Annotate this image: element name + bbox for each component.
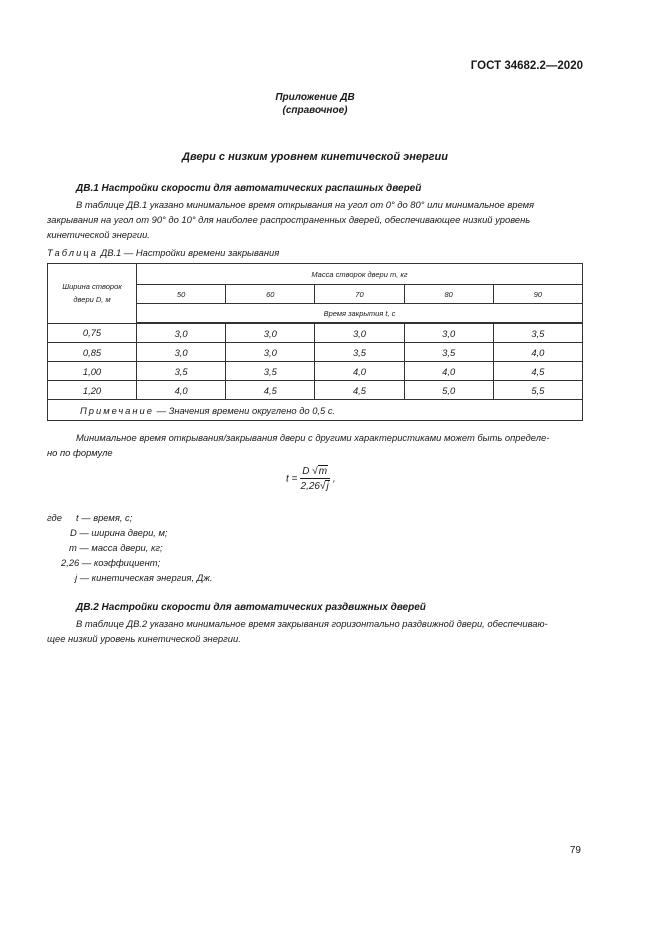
width-cell: 1,20 <box>48 381 137 400</box>
document-code: ГОСТ 34682.2—2020 <box>470 60 583 72</box>
formula-denominator <box>300 479 330 492</box>
time-cell: 4,5 <box>493 362 582 381</box>
mass-header: Масса створок двери m, кг <box>137 264 583 285</box>
width-header-line: Ширина створок <box>62 282 122 292</box>
mass-value: 80 <box>404 285 493 304</box>
time-cell: 3,5 <box>226 362 315 381</box>
main-title: Двери с низким уровнем кинетической энергии <box>182 151 448 163</box>
time-cell: 3,5 <box>493 323 582 343</box>
note-text: — Значения времени округлено до 0,5 с. <box>156 404 336 416</box>
table-row <box>48 343 583 362</box>
time-cell: 4,0 <box>493 343 582 362</box>
where-symbol: 2,26 <box>61 557 80 568</box>
time-cell: 3,0 <box>137 343 226 362</box>
where-item <box>75 572 212 583</box>
time-cell: 4,5 <box>226 381 315 400</box>
formula-lhs: t = <box>286 473 298 485</box>
table-row <box>48 381 583 400</box>
where-desc: — масса двери, кг; <box>79 542 163 553</box>
table-caption-text: ДВ.1 — Настройки времени закрывания <box>100 247 280 258</box>
section2-heading: ДВ.2 Настройки скорости для автоматических раздвижных дверей <box>76 602 426 613</box>
where-symbol: D <box>70 527 77 538</box>
formula-numerator <box>300 466 330 479</box>
table-caption-word: Таблица <box>47 247 98 258</box>
width-header-line: двери D, м <box>73 295 111 305</box>
table-row <box>48 323 583 343</box>
time-cell: 3,0 <box>315 323 404 343</box>
where-item <box>69 542 163 553</box>
section1-line: кинетической энергии. <box>47 229 150 240</box>
formula-trail: , <box>332 473 336 485</box>
time-cell: 4,0 <box>404 362 493 381</box>
section1-line: В таблице ДВ.1 указано минимальное время открывания на угол от 0° до 80° или минимальное время <box>76 199 535 210</box>
closing-time-formula <box>286 466 336 492</box>
sqrt-j-arg: j <box>326 481 329 492</box>
mass-value: 70 <box>315 285 404 304</box>
time-cell: 5,0 <box>404 381 493 400</box>
time-cell: 3,5 <box>137 362 226 381</box>
section1-line: закрывания на угол от 90° до 10° для наиболее распространенных дверей, обеспечивающее низкий уровень <box>47 214 531 225</box>
time-cell: 4,0 <box>137 381 226 400</box>
time-header: Время закрытия t, с <box>137 304 583 324</box>
appendix-title: Приложение ДВ <box>275 92 355 103</box>
formula-coef: 2,26 <box>300 481 320 492</box>
where-item <box>61 557 160 568</box>
sqrt-j: √j <box>319 481 329 492</box>
formula-var-d: D <box>302 466 310 477</box>
mass-value: 60 <box>226 285 315 304</box>
where-symbol: j <box>75 572 78 583</box>
where-symbol: t <box>76 512 79 523</box>
section2-paragraph <box>47 616 583 646</box>
time-cell: 5,5 <box>493 381 582 400</box>
section1-heading: ДВ.1 Настройки скорости для автоматических распашных дверей <box>76 183 422 194</box>
where-item <box>76 512 132 523</box>
closing-time-table <box>47 263 583 421</box>
time-cell: 3,0 <box>226 323 315 343</box>
section2-line: В таблице ДВ.2 указано минимальное время закрывания горизонтально раздвижной двери, обеспечиваю- <box>76 618 548 629</box>
time-cell: 3,0 <box>137 323 226 343</box>
time-cell: 4,5 <box>315 381 404 400</box>
where-item <box>70 527 168 538</box>
where-desc: — ширина двери, м; <box>79 527 168 538</box>
section1-paragraph <box>47 197 583 242</box>
time-cell: 4,0 <box>315 362 404 381</box>
sqrt-m: √m <box>312 466 328 477</box>
table-note <box>48 400 583 421</box>
note-word: Примечание <box>80 404 154 416</box>
table-caption <box>47 247 279 258</box>
page-number: 79 <box>569 845 581 856</box>
time-cell: 3,0 <box>226 343 315 362</box>
width-cell: 0,85 <box>48 343 137 362</box>
formula-fraction <box>300 466 330 492</box>
where-desc: — коэффициент; <box>81 557 161 568</box>
sqrt-m-arg: m <box>318 466 328 477</box>
time-cell: 3,5 <box>315 343 404 362</box>
where-symbol: m <box>69 542 77 553</box>
where-desc: — кинетическая энергия, Дж. <box>79 572 213 583</box>
mass-value: 50 <box>137 285 226 304</box>
width-cell: 0,75 <box>48 323 137 343</box>
table-row <box>48 362 583 381</box>
time-cell: 3,5 <box>404 343 493 362</box>
width-header <box>48 264 137 324</box>
time-cell: 3,0 <box>404 323 493 343</box>
mass-value: 90 <box>493 285 582 304</box>
where-label: где <box>47 512 62 523</box>
where-desc: — время, с; <box>81 512 133 523</box>
formula-intro <box>47 430 583 460</box>
formula-intro-line: Минимальное время открывания/закрывания двери с другими характеристиками может быть определе- <box>76 432 550 443</box>
appendix-subtitle: (справочное) <box>282 105 348 116</box>
formula-intro-line: но по формуле <box>47 447 113 458</box>
width-cell: 1,00 <box>48 362 137 381</box>
section2-line: щее низкий уровень кинетической энергии. <box>47 633 241 644</box>
